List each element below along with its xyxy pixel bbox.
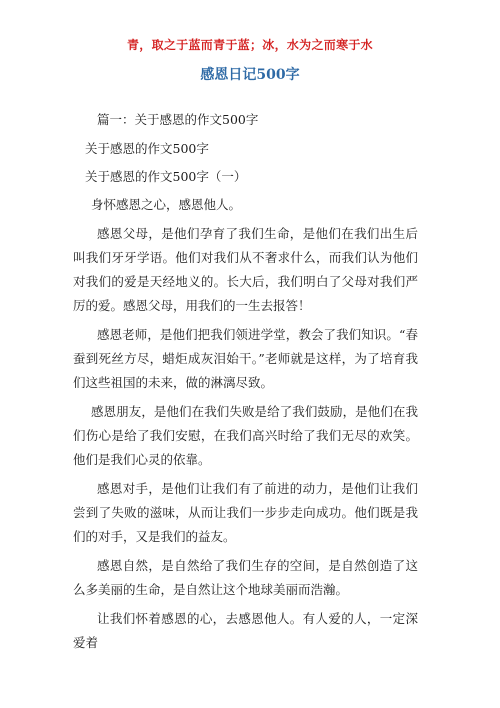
paragraph-friends: 感恩朋友，是他们在我们失败是给了我们鼓励，是他们在我们伤心是给了我们安慰，在我们高兴时给了我们无尽的欢笑。他们是我们心灵的依靠。 (73, 404, 418, 467)
paragraph-nature: 感恩自然，是自然给了我们生存的空间，是自然创造了这么多美丽的生命，是自然让这个地球美丽而浩瀚。 (73, 558, 418, 597)
section-heading: 篇一：关于感恩的作文500字 (97, 112, 259, 127)
subheading: 关于感恩的作文500字 (85, 141, 209, 156)
document-body (73, 108, 418, 660)
document-title: 感恩日记500字 (200, 67, 300, 83)
paragraph-intro: 身怀感恩之心，感恩他人。 (91, 197, 242, 212)
header-motto: 青，取之于蓝而青于蓝；冰，水为之而寒于水 (126, 38, 373, 52)
paragraph-closing: 让我们怀着感恩的心，去感恩他人。有人爱的人，一定深爱着 (73, 611, 418, 650)
paragraph-parents: 感恩父母，是他们孕育了我们生命，是他们在我们出生后叫我们牙牙学语。他们对我们从不奢求什么，而我们认为他们对我们的爱是天经地义的。长大后，我们明白了父母对我们严厉的爱。感恩父母，用我们的一生去报答！ (73, 226, 418, 313)
paragraph-teachers: 感恩老师，是他们把我们领进学堂，教会了我们知识。“春蚕到死丝方尽，蜡炬成灰泪始干。”老师就是这样，为了培育我们这些祖国的未来，做的淋漓尽致。 (73, 327, 418, 390)
part-heading: 关于感恩的作文500字（一） (85, 169, 247, 184)
paragraph-rivals: 感恩对手，是他们让我们有了前进的动力，是他们让我们尝到了失败的滋味，从而让我们一步步走向成功。他们既是我们的对手，又是我们的益友。 (73, 481, 418, 544)
